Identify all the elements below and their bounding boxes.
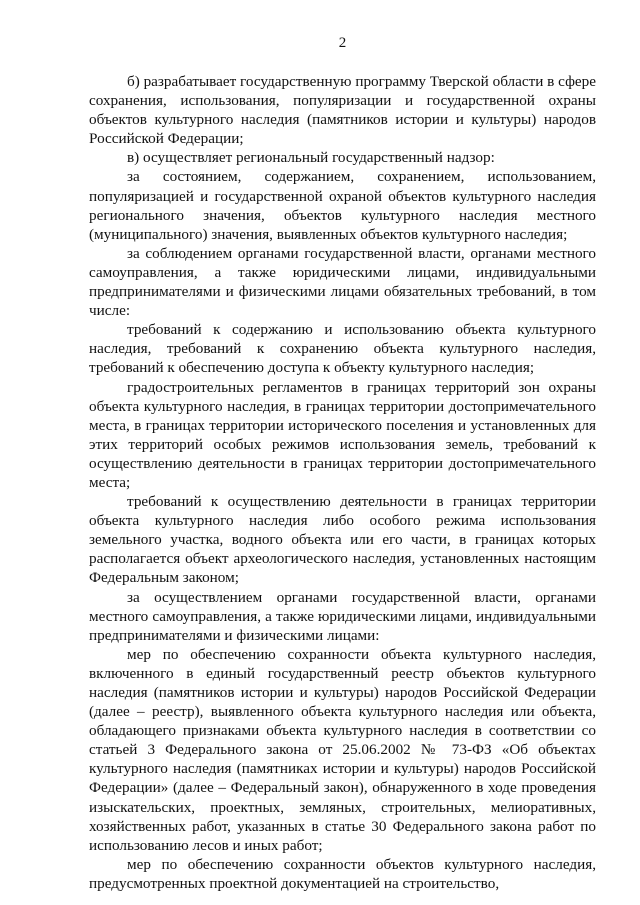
paragraph-urban-regulations: градостроительных регламентов в границах территорий зон охраны объекта культурного наследия, в границах территории достопримечательного места, в границах территории исторического поселения и установленных для этих территорий особых режимов использования земель, требований к осуществлению деятельности в границах территории достопримечательного места;	[89, 378, 596, 491]
page-number: 2	[338, 35, 347, 51]
paragraph-implementation: за осуществлением органами государственной власти, органами местного самоуправления, а также юридическими лицами, индивидуальными предпринимателями и физическими лицами:	[89, 588, 596, 644]
paragraph-v: в) осуществляет региональный государственный надзор:	[127, 149, 495, 167]
paragraph-maintenance-requirements: требований к содержанию и использованию объекта культурного наследия, требований к сохранению объекта культурного наследия, требований к обеспечению доступа к объекту культурного наследия;	[89, 321, 596, 377]
paragraph-preservation-measures: мер по обеспечению сохранности объекта культурного наследия, включенного в единый государственный реестр объектов культурного наследия (памятников истории и культуры) народов Российской Федерации (далее – реестр), выявленного объекта культурного наследия или объекта, обладающего признаками объекта культурного наследия в соответствии со статьей 3 Федерального закона от 25.06.2002 № 73-ФЗ «Об объектах культурного наследия (памятниках истории и культуры) народов Российской Федерации» (далее – Федеральный закон), обнаруженного в ходе проведения изыскательских, проектных, земляных, строительных, мелиоративных, хозяйственных работ, указанных в статье 30 Федерального закона работ по использованию лесов и иных работ;	[89, 645, 596, 854]
paragraph-state-supervision: за состоянием, содержанием, сохранением, использованием, популяризацией и государственной охраной объектов культурного наследия регионального значения, объектов культурного наследия местного (муниципального) значения, выявленных объектов культурного наследия;	[89, 168, 596, 243]
paragraph-compliance: за соблюдением органами государственной власти, органами местного самоуправления, а также юридическими лицами, индивидуальными предпринимателями и физическими лицами обязательных требований, в том числе:	[89, 244, 596, 320]
paragraph-activity-requirements: требований к осуществлению деятельности в границах территории объекта культурного наследия либо особого режима использования земельного участка, водного объекта или его части, в границах которых располагается объект археологического наследия, установленных настоящим Федеральным законом;	[89, 493, 596, 587]
paragraph-b: б) разрабатывает государственную программу Тверской области в сфере сохранения, использования, популяризации и государственной охраны объектов культурного наследия (памятников истории и культуры) народов Российской Федерации;	[89, 73, 596, 148]
paragraph-project-documentation: мер по обеспечению сохранности объектов культурного наследия, предусмотренных проектной документацией на строительство,	[89, 855, 596, 892]
